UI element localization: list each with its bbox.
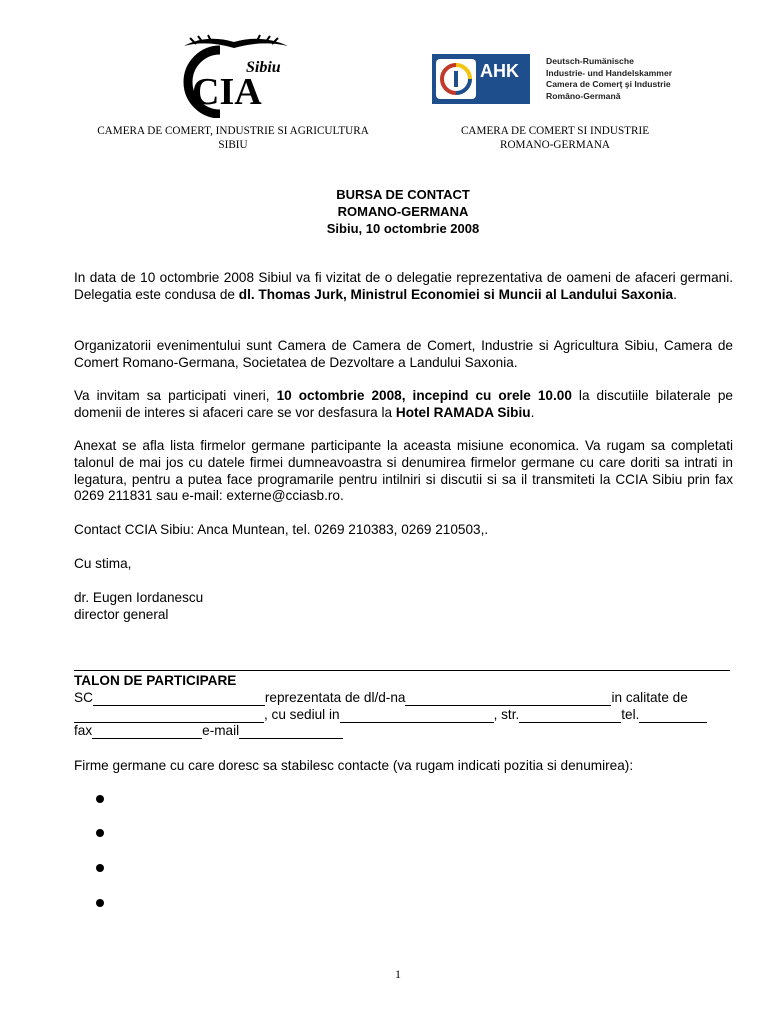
- company-name-field[interactable]: [93, 693, 265, 706]
- headquarters-field[interactable]: [340, 710, 494, 723]
- capacity-field[interactable]: [74, 710, 264, 723]
- section-divider: [74, 670, 730, 671]
- bullet-icon: [96, 864, 104, 872]
- ahk-brand: AHK: [480, 61, 519, 81]
- organization-right: [420, 124, 690, 152]
- label-headquarters: , cu sediul in: [264, 707, 340, 722]
- paragraph-contact: Contact CCIA Sibiu: Anca Muntean, tel. 0269 210383, 0269 210503,.: [74, 522, 489, 537]
- document-title: [74, 186, 732, 237]
- ahk-line: Industrie- und Handelskammer: [546, 67, 673, 78]
- email-field[interactable]: [239, 726, 343, 739]
- text: .: [530, 404, 535, 420]
- text: In data de 10 octombrie 2008 Sibiul va fi vizitat de o delegatie reprezentativa de oameni de afaceri germani. Delegatia este condusa de: [74, 270, 733, 302]
- paragraph-invitation: [74, 388, 733, 422]
- talon-title: TALON DE PARTICIPARE: [74, 673, 237, 688]
- cci-city: Sibiu: [246, 59, 281, 76]
- text: Va invitam sa participati vineri,: [74, 388, 277, 403]
- fax-field[interactable]: [92, 726, 202, 739]
- cci-letters: CIA: [192, 71, 262, 113]
- bullet-icon: [96, 829, 104, 837]
- ahk-logo-box: [432, 54, 530, 104]
- ahk-line: Deutsch-Rumänische: [546, 56, 634, 66]
- ahk-logo-icon: [436, 59, 476, 99]
- org-right-line: CAMERA DE COMERT SI INDUSTRIE: [460, 125, 650, 137]
- event-date: 10 octombrie 2008, incepind cu orele 10.00: [276, 388, 572, 403]
- label-representative: reprezentata de dl/d-na: [264, 690, 406, 705]
- title-line: Sibiu, 10 octombrie 2008: [326, 221, 480, 236]
- form-line-contact: [74, 723, 730, 739]
- title-line: ROMANO-GERMANA: [337, 204, 469, 219]
- ahk-chamber-name: [546, 56, 672, 102]
- label-fax: fax: [74, 723, 93, 738]
- label-capacity: in calitate de: [611, 690, 688, 705]
- signature-block: [74, 590, 733, 624]
- paragraph-annex: Anexat se afla lista firmelor germane participante la aceasta misiune economica. Va rugam sa completati talonul de mai jos cu datele firmei dumneavoastra si denumirea firmelor germane cu care doriti sa intrati in legatura, pentru a putea face programarile pentru intilniri si discutii si sa il transmiteti la CCIA Sibiu prin fax 0269 211831 sau e-mail: externe@cciasb.ro.: [74, 438, 733, 504]
- phone-field[interactable]: [639, 710, 707, 723]
- street-field[interactable]: [519, 710, 621, 723]
- label-street: , str.: [493, 707, 520, 722]
- form-line-company: [74, 690, 730, 706]
- paragraph-visit: [74, 270, 733, 304]
- bullet-icon: [96, 899, 104, 907]
- signatory-name: dr. Eugen Iordanescu: [74, 590, 204, 605]
- ahk-logo: [432, 54, 682, 106]
- label-email: e-mail: [202, 723, 240, 738]
- signatory-role: director general: [74, 606, 169, 622]
- cci-sibiu-logo: [176, 34, 296, 118]
- form-line-address: [74, 707, 730, 723]
- paragraph-organizers: Organizatorii evenimentului sunt Camera de Camera de Comert, Industrie si Agricultura Sibiu, Camera de Comert Romano-Germana, Societatea de Dezvoltare a Landului Saxonia.: [74, 338, 733, 370]
- org-left-line: CAMERA DE COMERT, INDUSTRIE SI AGRICULTURA: [97, 125, 369, 137]
- bullet-icon: [96, 795, 104, 803]
- event-venue: Hotel RAMADA Sibiu: [395, 404, 531, 420]
- label-sc: SC: [74, 690, 93, 705]
- organization-left: [60, 124, 406, 152]
- cci-sibiu-logo-icon: [176, 34, 296, 118]
- delegation-leader: dl. Thomas Jurk, Ministrul Economiei si Muncii al Landului Saxonia: [238, 286, 674, 302]
- firms-label: Firme germane cu care doresc sa stabilesc contacte (va rugam indicati pozitia si denumirea):: [74, 758, 634, 773]
- text: la discutiile bilaterale pe domenii de interes si afaceri care se vor desfasura la: [74, 388, 733, 420]
- org-right-line: ROMANO-GERMANA: [499, 139, 610, 151]
- label-phone: tel.: [621, 707, 640, 722]
- org-left-line: SIBIU: [218, 139, 248, 151]
- text: .: [673, 286, 677, 302]
- ahk-line: Camera de Comerţ şi Industrie: [546, 79, 671, 90]
- title-line: BURSA DE CONTACT: [336, 187, 470, 202]
- representative-field[interactable]: [405, 693, 611, 706]
- ahk-line: Româno-Germană: [546, 90, 621, 101]
- page-number: 1: [395, 967, 401, 981]
- closing-salutation: Cu stima,: [74, 556, 132, 571]
